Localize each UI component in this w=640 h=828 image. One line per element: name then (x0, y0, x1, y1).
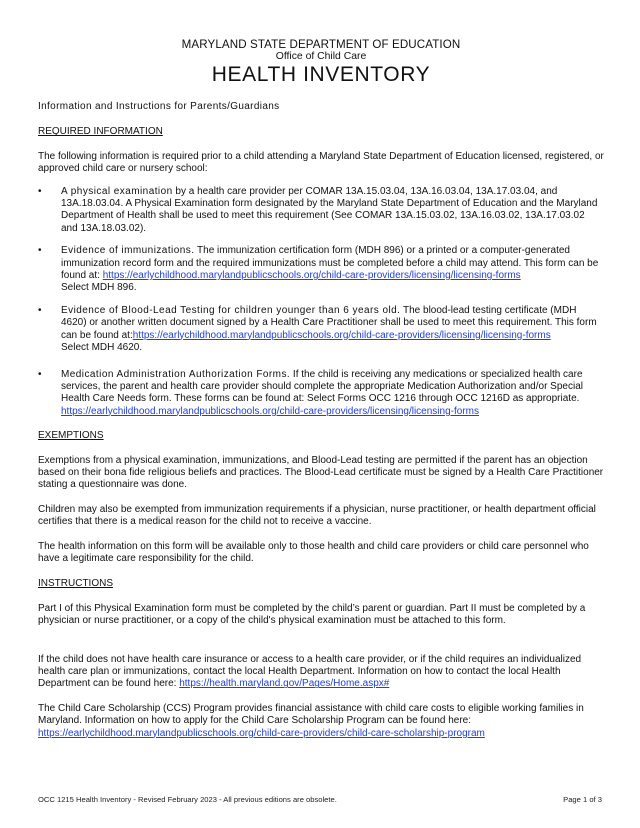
licensing-forms-link[interactable]: https://earlychildhood.marylandpublicschools.org/child-care-providers/licensing/licensing-forms (102, 270, 521, 282)
footer-revision: OCC 1215 Health Inventory - Revised February 2023 - All previous editions are obsolete. (38, 795, 337, 804)
scholarship-link[interactable]: https://earlychildhood.marylandpublicschools.org/child-care-providers/child-care-scholarship-program (38, 727, 485, 739)
instructions-p1: Part I of this Physical Examination form must be completed by the child’s parent or guardian. Part II must be completed by a physician or nurse practitioner, or a copy of the child's physical examination must be attached to this form. (38, 602, 586, 627)
list-item-medication (38, 369, 604, 419)
licensing-forms-link[interactable]: https://earlychildhood.marylandpublicschools.org/child-care-providers/licensing/licensing-forms (61, 405, 479, 417)
item-text: The blood-lead testing certificate (MDH 4620) or another written document signed by a Health Care Practitioner shall be used to meet this requirement. This form can be found at: (61, 304, 597, 341)
list-item-physical-exam (38, 186, 604, 236)
item-lead: A physical examination (61, 185, 173, 197)
bullet-icon: • (38, 185, 42, 197)
document-page (38, 38, 604, 740)
instructions-p3 (38, 703, 604, 740)
footer-page-number: Page 1 of 3 (563, 795, 602, 804)
required-heading: REQUIRED INFORMATION (38, 126, 163, 138)
exemptions-p2: Children may also be exempted from immunization requirements if a physician, nurse practitioner, or health department official certifies that there is a medical reason for the child not to receive a vaccine. (38, 503, 596, 528)
list-item-blood-lead (38, 305, 604, 355)
intro-line: Information and Instructions for Parents/Guardians (38, 101, 280, 112)
page-title: HEALTH INVENTORY (211, 63, 431, 86)
list-item-immunizations (38, 245, 604, 295)
item-after: Select MDH 4620. (61, 342, 143, 354)
item-lead: Evidence of Blood-Lead Testing for children younger than 6 years old. (61, 304, 401, 316)
exemptions-p3: The health information on this form will be available only to those health and child care providers or child care personnel who have a legitimate care responsibility for the child. (38, 540, 589, 564)
office-name: Office of Child Care (275, 51, 367, 62)
instructions-p2 (38, 654, 604, 691)
instructions-p2-text: If the child does not have health care insurance or access to a health care provider, or if the child requires an individualized health care plan or immunizations, contact the local Health Department. Information on how to contact the local Health Department can be found here: (38, 653, 582, 690)
required-list (38, 186, 604, 419)
instructions-p3-text: The Child Care Scholarship (CCS) Program provides financial assistance with child care costs to eligible working families in Maryland. Information on how to apply for the Child Care Scholarship Program can be found here: (38, 702, 584, 727)
item-text: The immunization certification form (MDH 896) or a printed or a computer-generated immunization record form and the required immunizations must be completed before a child may attend. This form can be found at: (61, 245, 599, 282)
exemptions-p1: Exemptions from a physical examination, immunizations, and Blood-Lead testing are permitted if the parent has an objection based on their bona fide religious beliefs and practices. The Blood-Lead certificate must be signed by a Health Care Practitioner stating a questionnaire was done. (38, 454, 604, 491)
item-text: by a health care provider per COMAR 13A.15.03.04, 13A.16.03.04, 13A.17.03.04, and 13A.18.03.04. A Physical Examination form designated by the Maryland State Department of Education and the Maryland Department of Health shall be used to meet this requirement (See COMAR 13A.15.03.02, 13A.16.03.02, 13A.17.03.02 and 13A.18.03.02). (61, 185, 598, 234)
exemptions-heading: EXEMPTIONS (38, 430, 104, 442)
item-lead: Medication Administration Authorization Forms. (61, 368, 291, 380)
health-department-link[interactable]: https://health.maryland.gov/Pages/Home.aspx# (179, 678, 390, 690)
instructions-heading: INSTRUCTIONS (38, 578, 113, 590)
bullet-icon: • (38, 304, 42, 316)
required-text: The following information is required prior to a child attending a Maryland State Department of Education licensed, registered, or approved child care or nursery school: (38, 150, 604, 175)
licensing-forms-link[interactable]: https://earlychildhood.marylandpublicschools.org/child-care-providers/licensing/licensing-forms (132, 329, 551, 341)
agency-name: MARYLAND STATE DEPARTMENT OF EDUCATION (181, 38, 461, 51)
bullet-icon: • (38, 368, 42, 380)
item-text: If the child is receiving any medications or specialized health care services, the parent and health care provider should complete the appropriate Medication Authorization and/or Special Health Care Needs form. These forms can be found at: Select Forms OCC 1216 through OCC 1216D as appropriate. (61, 368, 583, 405)
item-after: Select MDH 896. (61, 282, 137, 294)
item-lead: Evidence of immunizations. (61, 245, 195, 257)
bullet-icon: • (38, 245, 42, 257)
